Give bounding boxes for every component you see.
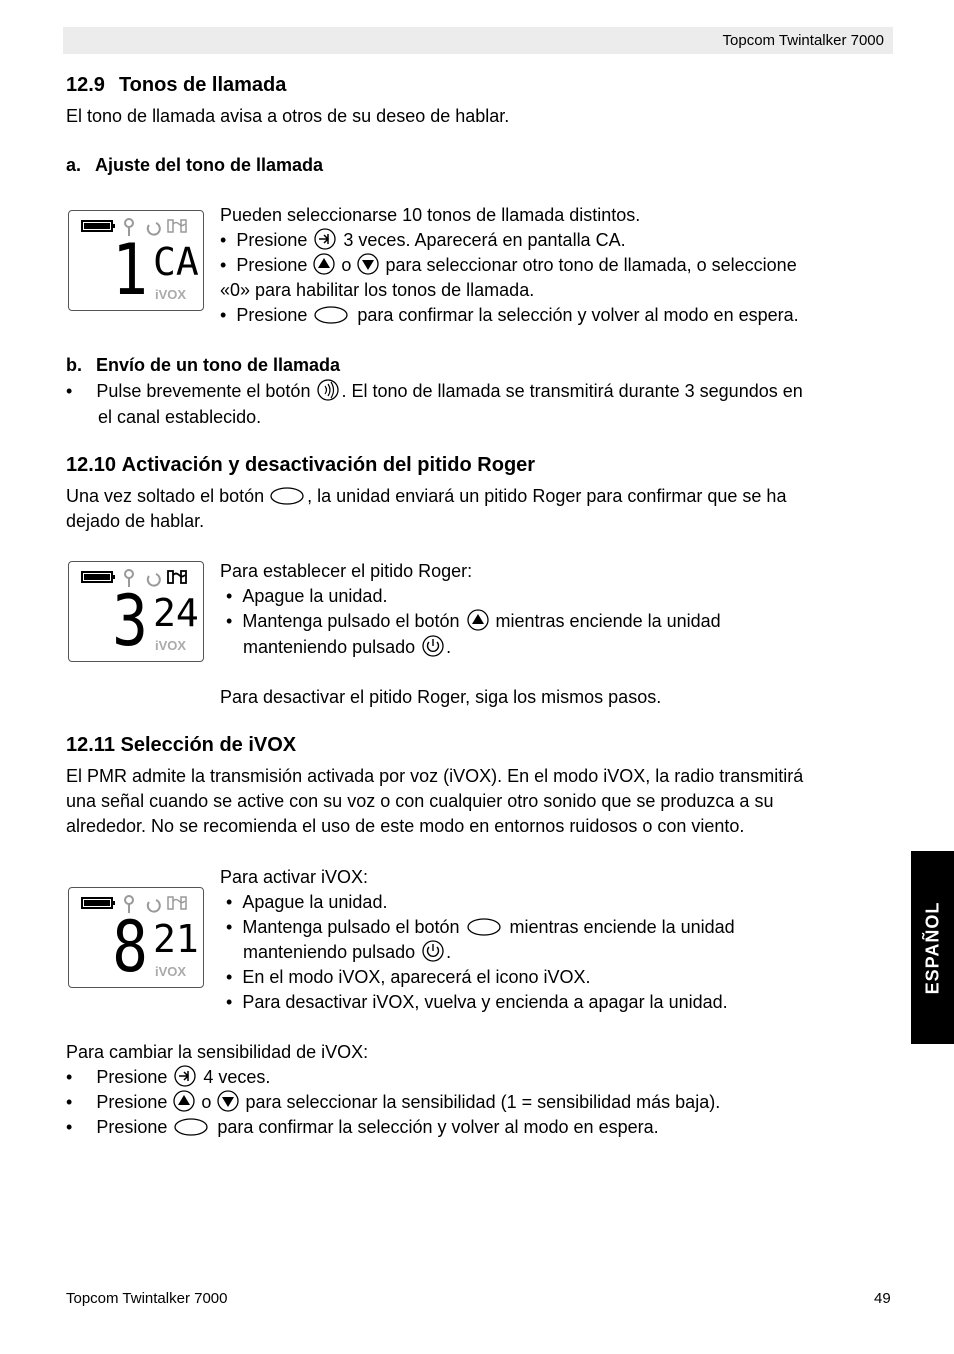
section-title: Selección de iVOX <box>120 734 297 756</box>
roger-beep-icon <box>168 897 186 909</box>
bullet: • <box>226 992 233 1012</box>
ringtone-step-3 <box>220 303 799 328</box>
subsection-label: a. <box>66 155 82 175</box>
step-text: Presione <box>96 1092 168 1112</box>
roger-deactivate-text: Para desactivar el pitido Roger, siga los mismos pasos. <box>220 687 662 707</box>
page-number: 49 <box>874 1290 891 1307</box>
step-text: Apague la unidad. <box>242 586 388 606</box>
down-button-icon <box>216 1090 240 1112</box>
step-text: para seleccionar la sensibilidad (1 = sensibilidad más baja). <box>245 1092 721 1112</box>
section-12-9-heading <box>66 74 286 97</box>
lcd-code-digits: CA <box>153 240 199 284</box>
menu-button-icon <box>312 228 338 250</box>
ivox-step-4 <box>226 990 728 1015</box>
power-button-icon <box>420 940 446 962</box>
call-button-icon <box>315 379 341 401</box>
roger-step-1 <box>226 584 387 609</box>
lcd-display-ivox <box>68 887 204 988</box>
sensitivity-step-3 <box>66 1115 659 1140</box>
lcd-channel-digit: 8 <box>112 906 148 988</box>
roger-beep-icon <box>168 220 186 232</box>
roger-step-2 <box>226 609 721 634</box>
step-text: 4 veces. <box>203 1067 271 1087</box>
step-text: Presione <box>236 255 308 275</box>
ivox-step-2 <box>226 915 735 940</box>
step-text: para confirmar la selección y volver al modo en espera. <box>217 1117 659 1137</box>
ivox-para-line-3: alrededor. No se recomienda el uso de este modo en entornos ruidosos o con viento. <box>66 816 745 836</box>
section-number: 12.9 <box>66 74 105 96</box>
ivox-para-line-1: El PMR admite la transmisión activada por voz (iVOX). En el modo iVOX, la radio transmitirá <box>66 766 804 786</box>
step-text: Mantenga pulsado el botón <box>242 611 460 631</box>
ivox-step-3 <box>226 965 591 990</box>
step-text: mientras enciende la unidad <box>495 611 721 631</box>
bullet: • <box>220 230 227 250</box>
ivox-para-line-2: una señal cuando se active con su voz o con cualquier otro sonido que se produzca a su <box>66 791 774 811</box>
section-number: 12.11 <box>66 734 115 756</box>
battery-icon <box>82 221 115 231</box>
send-ringtone-bullet <box>66 379 803 404</box>
bullet: • <box>66 1117 73 1137</box>
down-button-icon <box>356 253 380 275</box>
header-title: Topcom Twintalker 7000 <box>722 32 884 49</box>
ivox-step-2-cont <box>243 940 451 965</box>
step-text: Presione <box>96 1117 168 1137</box>
bullet: • <box>226 892 233 912</box>
lcd-display-ringtone <box>68 210 204 311</box>
step-text: 3 veces. Aparecerá en pantalla CA. <box>343 230 626 250</box>
step-text: En el modo iVOX, aparecerá el icono iVOX. <box>242 967 591 987</box>
lcd-code-digits: 24 <box>153 591 199 635</box>
lcd-ivox-label: iVOX <box>155 964 187 979</box>
battery-icon <box>82 572 115 582</box>
step-text: Para desactivar iVOX, vuelva y encienda a apagar la unidad. <box>242 992 728 1012</box>
step-text: manteniendo pulsado <box>243 942 416 962</box>
bullet: • <box>220 255 227 275</box>
bullet: • <box>226 967 233 987</box>
step-text: Presione <box>96 1067 168 1087</box>
scan-icon <box>148 574 160 586</box>
battery-icon <box>82 898 115 908</box>
subsection-b-heading <box>66 355 340 376</box>
intro-text: Una vez soltado el botón <box>66 486 265 506</box>
subsection-title: Ajuste del tono de llamada <box>95 155 324 175</box>
step-text: . <box>446 942 452 962</box>
intro-text: , la unidad enviará un pitido Roger para confirmar que se ha <box>307 486 787 506</box>
roger-set-title: Para establecer el pitido Roger: <box>220 561 473 581</box>
footer-product-name: Topcom Twintalker 7000 <box>66 1290 228 1307</box>
scan-icon <box>148 223 160 235</box>
step-text: Presione <box>236 305 308 325</box>
subsection-title: Envío de un tono de llamada <box>96 355 341 375</box>
power-button-icon <box>420 635 446 657</box>
subsection-a-heading <box>66 155 323 176</box>
step-text: Presione <box>236 230 308 250</box>
ringtone-step-1 <box>220 228 626 253</box>
section-title: Activación y desactivación del pitido Roger <box>121 454 536 476</box>
step-text: para confirmar la selección y volver al modo en espera. <box>357 305 799 325</box>
section-12-11-heading <box>66 734 296 757</box>
lcd-display-roger <box>68 561 204 662</box>
step-text: . El tono de llamada se transmitirá durante 3 segundos en <box>341 381 803 401</box>
ringtone-count-text: Pueden seleccionarse 10 tonos de llamada distintos. <box>220 205 641 225</box>
section-number: 12.10 <box>66 454 117 476</box>
ivox-sensitivity-title: Para cambiar la sensibilidad de iVOX: <box>66 1042 369 1062</box>
lcd-code-digits: 21 <box>153 917 199 961</box>
menu-button-icon <box>172 1065 198 1087</box>
language-tab <box>911 851 954 1044</box>
bullet: • <box>226 586 233 606</box>
step-text: o <box>341 255 352 275</box>
step-text: mientras enciende la unidad <box>509 917 735 937</box>
ptt-button-icon <box>312 305 352 325</box>
section-title: Tonos de llamada <box>118 74 287 96</box>
ivox-activate-title: Para activar iVOX: <box>220 867 369 887</box>
step-text: Apague la unidad. <box>242 892 388 912</box>
subsection-label: b. <box>66 355 82 375</box>
ptt-button-icon <box>269 486 307 506</box>
bullet: • <box>66 381 73 401</box>
send-ringtone-cont: el canal establecido. <box>98 407 262 427</box>
ivox-step-1 <box>226 890 387 915</box>
roger-intro-cont: dejado de hablar. <box>66 511 205 531</box>
up-button-icon <box>172 1090 196 1112</box>
bullet: • <box>220 305 227 325</box>
step-text: Pulse brevemente el botón <box>96 381 311 401</box>
bullet: • <box>226 611 233 631</box>
roger-intro <box>66 484 786 509</box>
section-12-9-intro: El tono de llamada avisa a otros de su deseo de hablar. <box>66 106 510 126</box>
section-12-10-heading <box>66 454 535 477</box>
lcd-channel-digit: 1 <box>112 229 148 311</box>
lcd-ivox-label: iVOX <box>155 638 187 653</box>
step-text: para seleccionar otro tono de llamada, o seleccione <box>385 255 797 275</box>
ptt-button-icon <box>465 917 505 937</box>
bullet: • <box>226 917 233 937</box>
lcd-channel-digit: 3 <box>112 580 148 662</box>
ptt-button-icon <box>172 1117 212 1137</box>
ringtone-step-2 <box>220 253 797 278</box>
step-text: o <box>201 1092 212 1112</box>
sensitivity-step-1 <box>66 1065 270 1090</box>
step-text: Mantenga pulsado el botón <box>242 917 460 937</box>
bullet: • <box>66 1092 73 1112</box>
ringtone-step-2-cont: «0» para habilitar los tonos de llamada. <box>220 280 535 300</box>
step-text: . <box>446 637 452 657</box>
lcd-ivox-label: iVOX <box>155 287 187 302</box>
up-button-icon <box>465 609 491 631</box>
step-text: manteniendo pulsado <box>243 637 416 657</box>
roger-step-2-cont <box>243 635 451 660</box>
language-tab-label: ESPAÑOL <box>922 901 942 994</box>
up-button-icon <box>312 253 336 275</box>
bullet: • <box>66 1067 73 1087</box>
scan-icon <box>148 900 160 912</box>
roger-beep-icon <box>168 571 186 583</box>
sensitivity-step-2 <box>66 1090 720 1115</box>
